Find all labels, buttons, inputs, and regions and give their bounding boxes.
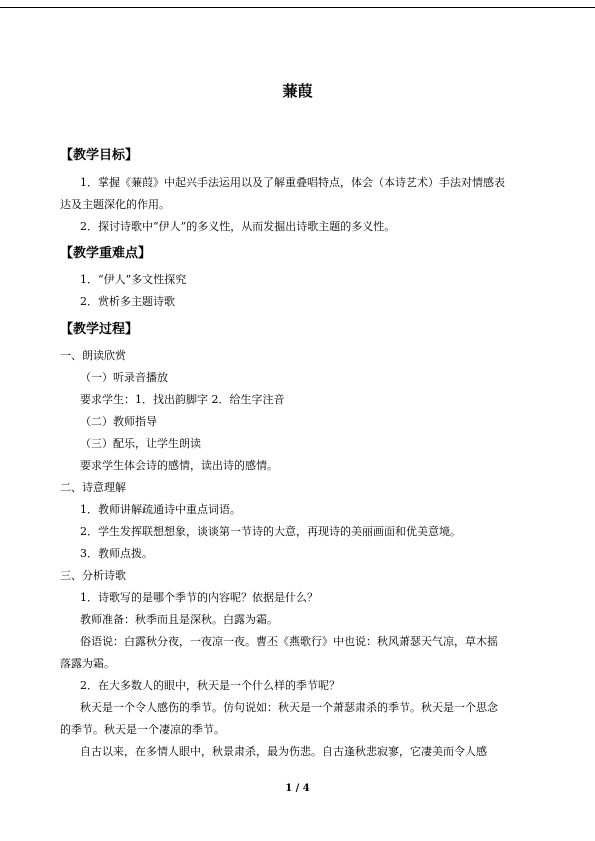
process-line: 落露为霜。: [60, 657, 115, 670]
process-line: 教师准备：秋季而且是深秋。白露为霜。: [80, 613, 278, 626]
process-line: 2．在大多数人的眼中，秋天是一个什么样的季节呢？: [80, 679, 340, 692]
section-heading-process: 【教学过程】: [60, 322, 139, 337]
process-line: 要求学生：1．找出韵脚字 2．给生字注音: [80, 393, 285, 406]
process-line: 一、朗读欣赏: [60, 349, 126, 362]
process-line: 三、分析诗歌: [60, 569, 126, 582]
page-number: 1 / 4: [285, 783, 310, 794]
process-line: （一）听录音播放: [80, 371, 168, 384]
process-line: （三）配乐，让学生朗读: [80, 437, 201, 450]
process-line: （二）教师指导: [80, 415, 157, 428]
key-point-line: 1．“伊人”多文性探究: [80, 273, 187, 286]
process-line: 自古以来，在多情人眼中，秋景肃杀，最为伤悲。自古逢秋悲寂寥，它凄美而令人感: [80, 745, 487, 758]
process-line: 二、诗意理解: [60, 481, 126, 494]
section-heading-goals: 【教学目标】: [60, 148, 139, 163]
key-point-line: 2．赏析多主题诗歌: [80, 295, 175, 308]
process-line: 的季节。秋天是一个凄凉的季节。: [60, 723, 225, 736]
process-line: 3．教师点拨。: [80, 547, 153, 560]
document-title: 蒹葭: [282, 82, 313, 100]
goals-line: 2．探讨诗歌中“伊人”的多义性，从而发掘出诗歌主题的多义性。: [80, 220, 396, 233]
header-rule: [0, 7, 595, 8]
process-line: 1．诗歌写的是哪个季节的内容呢？依据是什么？: [80, 591, 318, 604]
process-line: 1．教师讲解疏通诗中重点词语。: [80, 503, 241, 516]
process-line: 秋天是一个令人感伤的季节。仿句说如：秋天是一个萧瑟肃杀的季节。秋天是一个思念: [80, 701, 498, 714]
goals-line: 1．掌握《蒹葭》中起兴手法运用以及了解重叠唱特点，体会（本诗艺术）手法对情感表: [80, 176, 505, 189]
process-line: 2．学生发挥联想想象，谈谈第一节诗的大意，再现诗的美丽画面和优美意境。: [80, 525, 461, 538]
process-line: 俗语说：白露秋分夜，一夜凉一夜。曹丕《燕歌行》中也说：秋风萧瑟天气凉，草木摇: [80, 635, 498, 648]
section-heading-key-points: 【教学重难点】: [60, 246, 152, 261]
process-line: 要求学生体会诗的感情，读出诗的感情。: [80, 459, 278, 472]
goals-line: 达及主题深化的作用。: [60, 198, 170, 211]
